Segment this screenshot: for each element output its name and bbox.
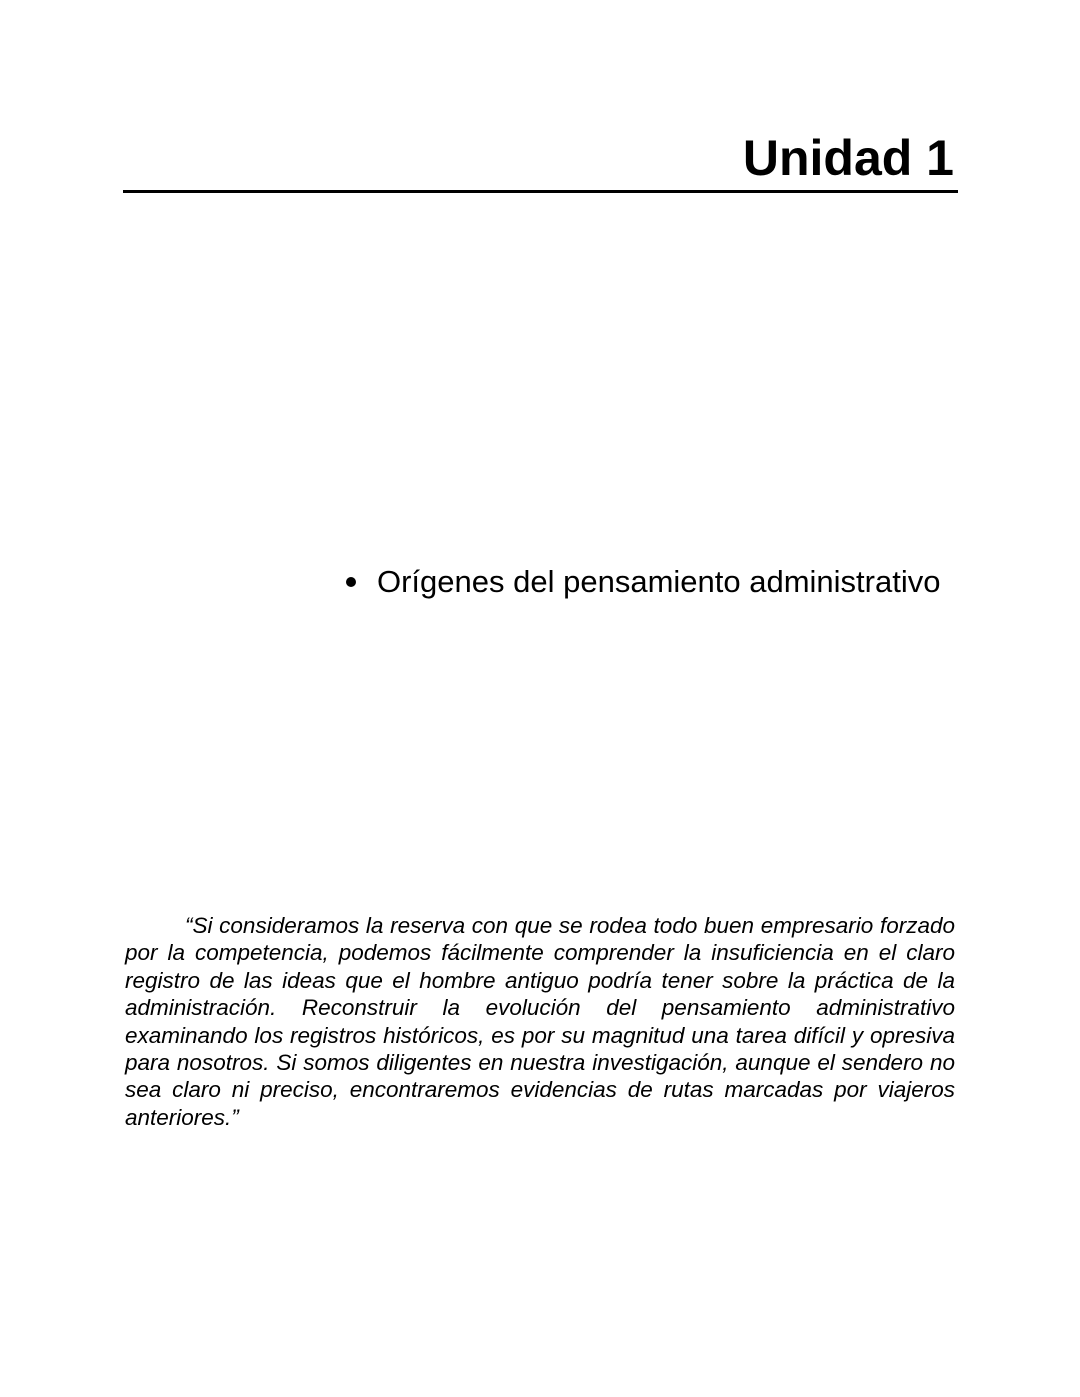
header-divider [123, 190, 958, 193]
topic-list [340, 562, 956, 602]
unit-header [123, 128, 958, 188]
epigraph-quote: “Si consideramos la reserva con que se rodea todo buen empresario forzado por la competencia, podemos fácilmente comprender la insuficiencia en el claro registro de las ideas que el hombre antiguo podría tener sobre la práctica de la administración. Reconstruir la evolución del pensamiento administrativo examinando los registros históricos, es por su magnitud una tarea difícil y opresiva para nosotros. Si somos diligentes en nuestra investigación, aunque el sendero no sea claro ni preciso, encontraremos evidencias de rutas marcadas por viajeros anteriores.” [125, 913, 955, 1130]
bullet-icon [346, 577, 356, 587]
topic-label: Orígenes del pensamiento administrativo [377, 564, 941, 599]
unit-title: Unidad 1 [742, 130, 954, 186]
topic-item [340, 562, 956, 602]
